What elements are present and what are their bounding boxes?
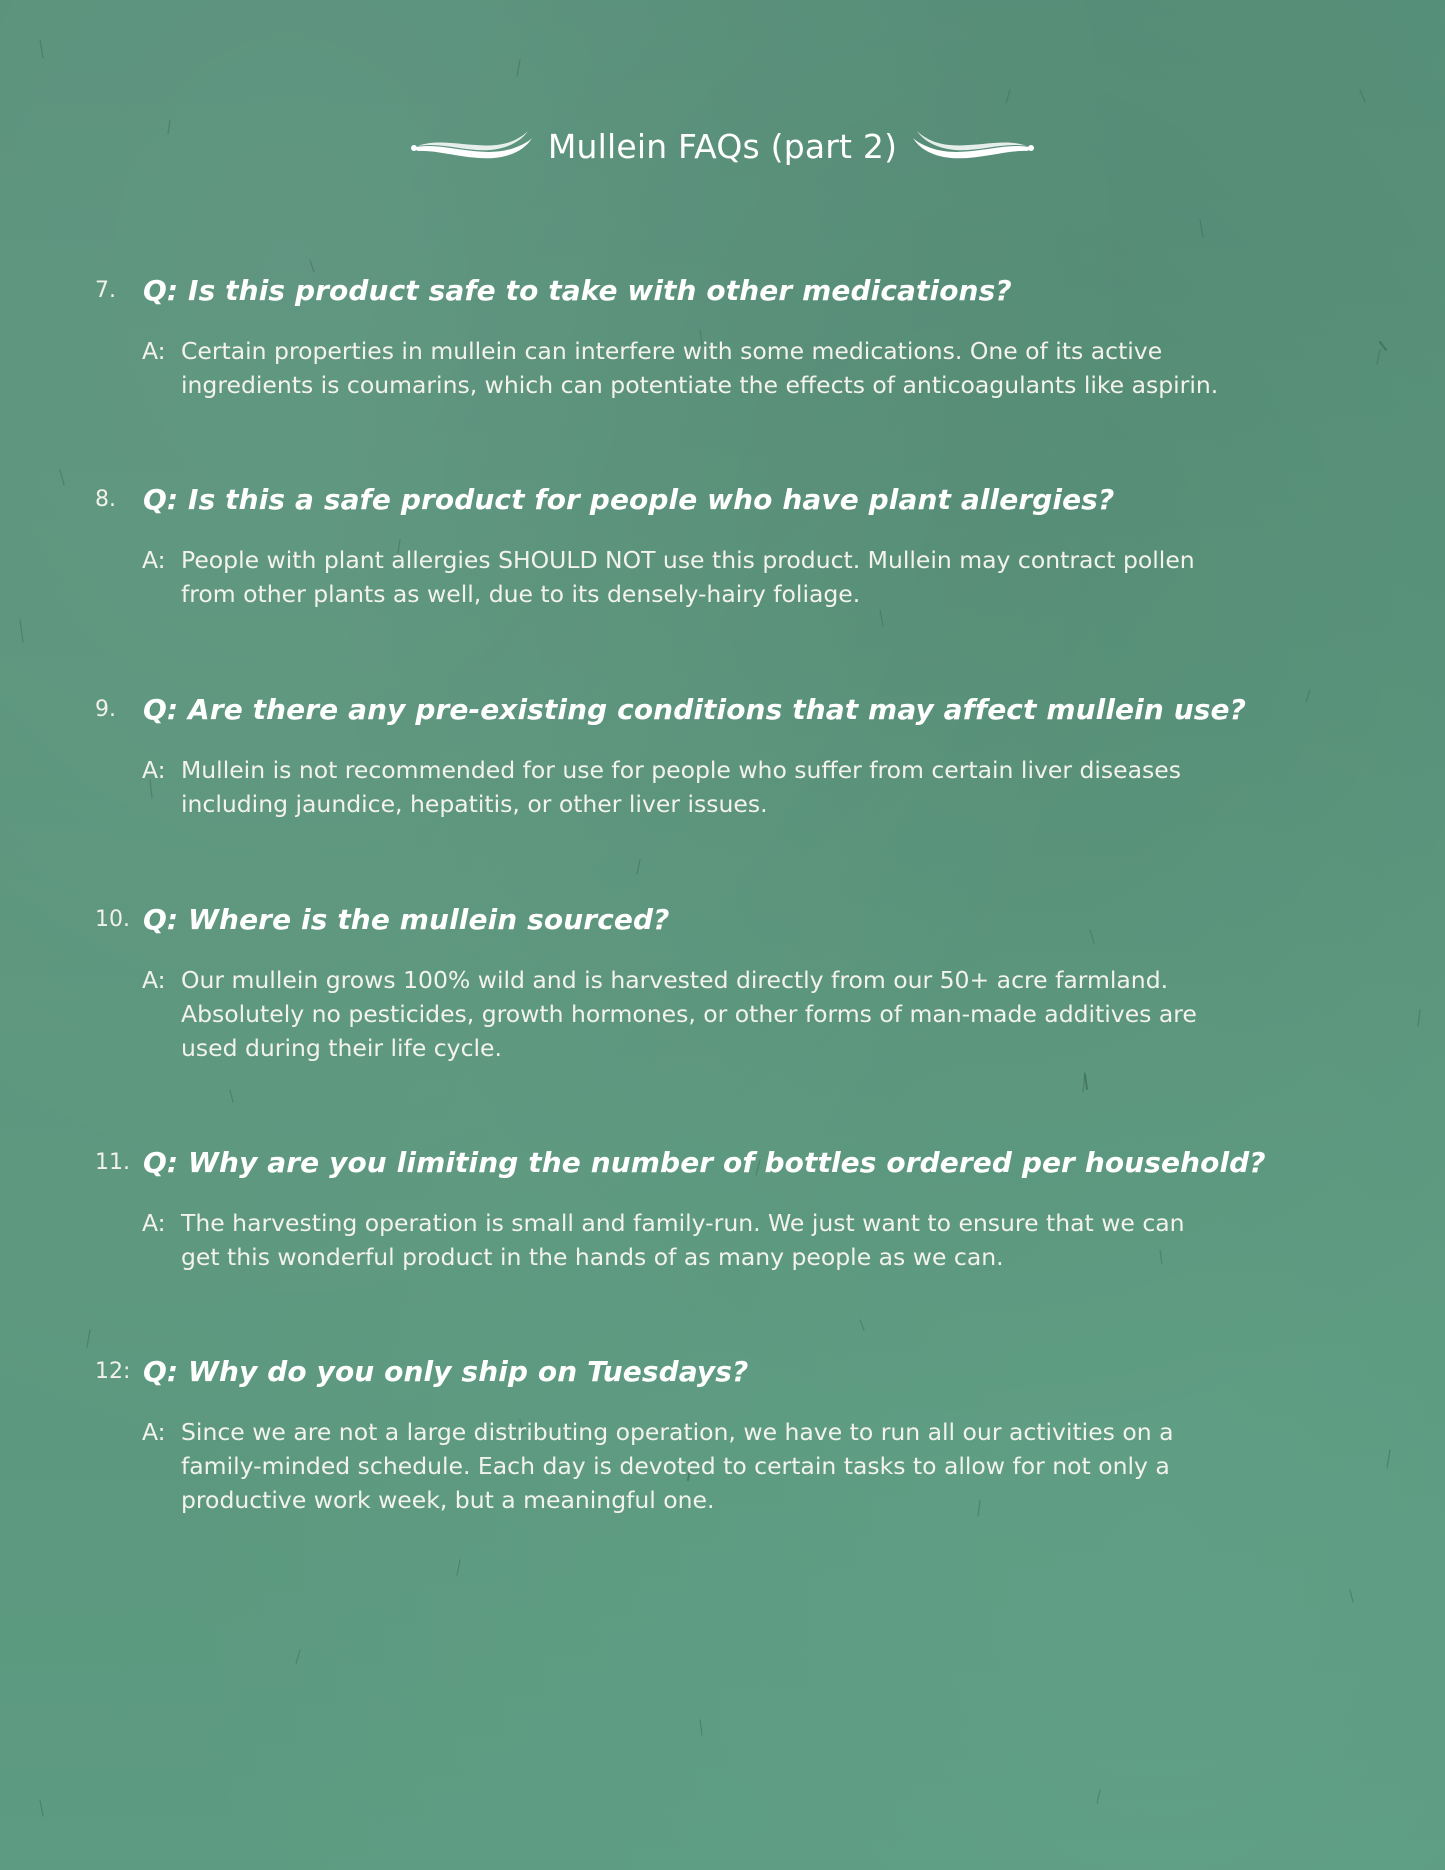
faq-answer (142, 963, 1342, 1065)
page-title: Mullein FAQs (part 2) (547, 126, 898, 166)
faq-question: Q: Is this a safe product for people who have plant allergies? (143, 482, 1115, 516)
faq-answer (142, 543, 1342, 611)
answer-line: get this wonderful product in the hands of as many people as we can. (181, 1243, 1004, 1271)
answer-line: Since we are not a large distributing operation, we have to run all our activities on a (181, 1418, 1174, 1446)
faq-answer (142, 334, 1342, 402)
faq-number: 11. (95, 1149, 130, 1175)
answer-prefix: A: (142, 546, 166, 574)
faq-question-row (95, 479, 1114, 519)
faq-question-row (95, 689, 1246, 729)
answer-line: Certain properties in mullein can interfere with some medications. One of its active (181, 337, 1163, 365)
answer-prefix: A: (142, 1418, 166, 1446)
answer-prefix: A: (142, 966, 166, 994)
answer-prefix: A: (142, 756, 166, 784)
answer-prefix: A: (142, 337, 166, 365)
faq-answer (142, 1206, 1342, 1274)
answer-prefix: A: (142, 1209, 166, 1237)
answer-line: Our mullein grows 100% wild and is harvested directly from our 50+ acre farmland. (181, 966, 1169, 994)
faq-number: 10. (95, 906, 130, 932)
faq-number: 7. (95, 277, 116, 303)
faq-question-row (95, 270, 1012, 310)
answer-line: People with plant allergies SHOULD NOT use this product. Mullein may contract pollen (181, 546, 1195, 574)
faq-question: Q: Why do you only ship on Tuesdays? (143, 1354, 749, 1388)
answer-line: Absolutely no pesticides, growth hormones, or other forms of man-made additives are (181, 1000, 1197, 1028)
faq-question: Q: Is this product safe to take with other medications? (143, 273, 1012, 307)
answer-line: used during their life cycle. (181, 1034, 502, 1062)
answer-line: productive work week, but a meaningful one. (181, 1486, 715, 1514)
faq-answer (142, 753, 1342, 821)
faq-question-row (95, 1142, 1266, 1182)
faq-question: Q: Why are you limiting the number of bottles ordered per household? (143, 1145, 1266, 1179)
answer-line: including jaundice, hepatitis, or other liver issues. (181, 790, 768, 818)
faq-number: 8. (95, 486, 116, 512)
right-flourish-icon (911, 126, 1035, 166)
answer-line: ingredients is coumarins, which can potentiate the effects of anticoagulants like aspirin. (181, 371, 1219, 399)
faq-answer (142, 1415, 1342, 1517)
faq-number: 9. (95, 696, 116, 722)
left-flourish-icon (410, 126, 534, 166)
faq-question-row (95, 1351, 748, 1391)
faq-question: Q: Are there any pre-existing conditions that may affect mullein use? (143, 692, 1246, 726)
page-header (0, 118, 1445, 174)
answer-line: The harvesting operation is small and family-run. We just want to ensure that we can (181, 1209, 1185, 1237)
answer-line: from other plants as well, due to its densely-hairy foliage. (181, 580, 861, 608)
faq-question: Q: Where is the mullein sourced? (143, 902, 670, 936)
answer-line: family-minded schedule. Each day is devoted to certain tasks to allow for not only a (181, 1452, 1170, 1480)
faq-number: 12: (95, 1358, 131, 1384)
answer-line: Mullein is not recommended for use for people who suffer from certain liver diseases (181, 756, 1181, 784)
faq-question-row (95, 899, 669, 939)
